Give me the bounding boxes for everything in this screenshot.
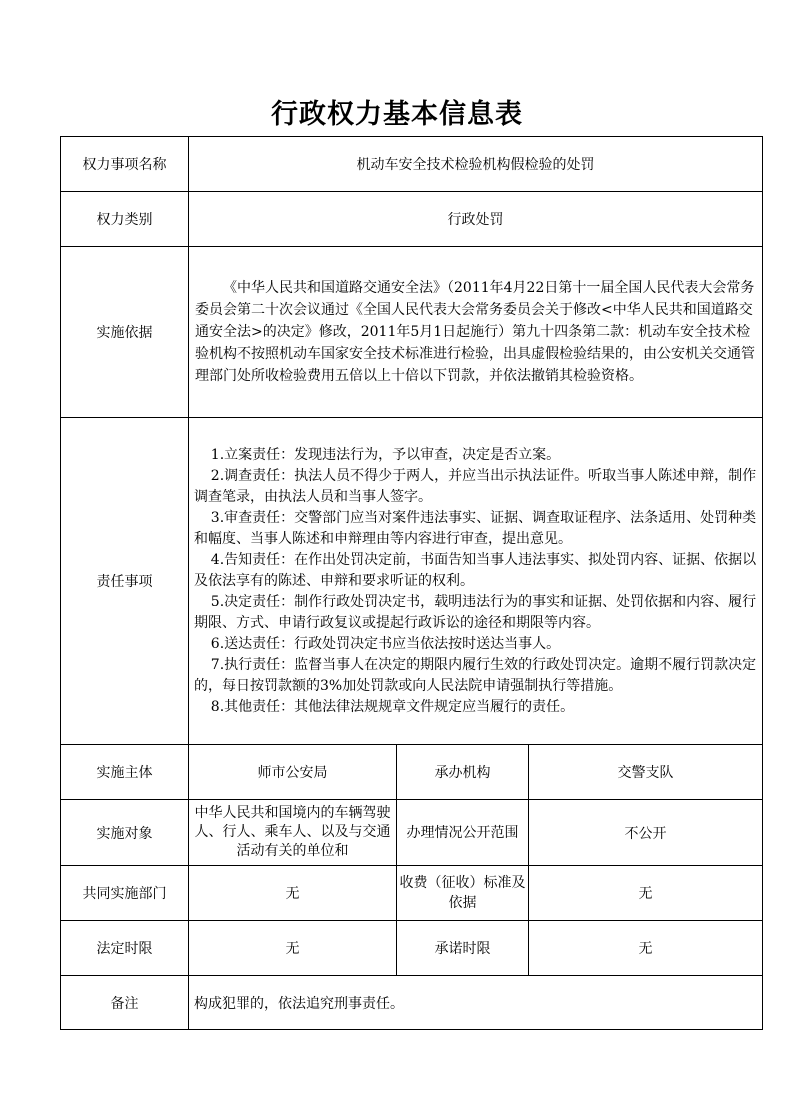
duties-label: 责任事项: [61, 418, 189, 745]
duty-item: 7.执行责任：监督当事人在决定的期限内履行生效的行政处罚决定。逾期不履行罚款决定的，每日按罚款额的3%加处罚款或向人民法院申请强制执行等措施。: [194, 656, 757, 694]
row-joint: [61, 866, 763, 921]
target-value: 中华人民共和国境内的车辆驾驶人、行人、乘车人、以及与交通活动有关的单位和: [194, 805, 391, 859]
legal-time-limit-value: 无: [189, 921, 397, 976]
joint-value: 无: [189, 866, 397, 921]
power-name-label: 权力事项名称: [61, 137, 189, 192]
power-name-value: 机动车安全技术检验机构假检验的处罚: [189, 137, 763, 192]
info-table: [60, 136, 763, 1030]
row-power-name: [61, 137, 763, 192]
handling-agency-label: 承办机构: [397, 745, 529, 800]
duty-item: 4.告知责任：在作出处罚决定前，书面告知当事人违法事实、拟处罚内容、证据、依据以及依法享有的陈述、申辩和要求听证的权利。: [194, 551, 757, 589]
handling-agency-value: 交警支队: [529, 745, 763, 800]
row-subject: [61, 745, 763, 800]
duty-item: 3.审查责任：交警部门应当对案件违法事实、证据、调查取证程序、法条适用、处罚种类和幅度、当事人陈述和申辩理由等内容进行审查，提出意见。: [194, 509, 757, 547]
duty-item: 5.决定责任：制作行政处罚决定书，载明违法行为的事实和证据、处罚依据和内容、履行期限、方式、申请行政复议或提起行政诉讼的途径和期限等内容。: [194, 593, 757, 631]
page-title: 行政权力基本信息表: [271, 99, 523, 130]
disclosure-scope-label: 办理情况公开范围: [397, 800, 529, 866]
duty-item: 1.立案责任：发现违法行为，予以审查，决定是否立案。: [210, 446, 561, 463]
duty-item: 6.送达责任：行政处罚决定书应当依法按时送达当事人。: [210, 635, 561, 652]
row-remark: [61, 976, 763, 1030]
basis-label: 实施依据: [61, 247, 189, 418]
basis-value: 《中华人民共和国道路交通安全法》（2011年4月22日第十一届全国人民代表大会常务委员会第二十次会议通过《全国人民代表大会常务委员会关于修改<中华人民共和国道路交通安全法>的决定》修改，2011年5月1日起施行）第九十四条第二款：机动车安全技术检验机构不按照机动车国家安全技术标准进行检验，出具虚假检验结果的，由公安机关交通管理部门处所收检验费用五倍以上十倍以下罚款，并依法撤销其检验资格。: [189, 247, 763, 418]
target-label: 实施对象: [61, 800, 189, 866]
target-cell: [189, 800, 397, 866]
duty-item: 2.调查责任：执法人员不得少于两人，并应当出示执法证件。听取当事人陈述申辩，制作调查笔录，由执法人员和当事人签字。: [194, 467, 757, 505]
row-duties: [61, 418, 763, 745]
duty-item: 8.其他责任：其他法律法规规章文件规定应当履行的责任。: [210, 698, 575, 715]
row-power-category: [61, 192, 763, 247]
promised-time-limit-label: 承诺时限: [397, 921, 529, 976]
subject-value: 师市公安局: [189, 745, 397, 800]
promised-time-limit-value: 无: [529, 921, 763, 976]
power-category-label: 权力类别: [61, 192, 189, 247]
remark-value: 构成犯罪的，依法追究刑事责任。: [189, 976, 763, 1030]
duties-list: [189, 418, 763, 745]
row-target: [61, 800, 763, 866]
subject-label: 实施主体: [61, 745, 189, 800]
remark-label: 备注: [61, 976, 189, 1030]
fee-standard-value: 无: [529, 866, 763, 921]
power-category-value: 行政处罚: [189, 192, 763, 247]
row-basis: [61, 247, 763, 418]
fee-standard-label: 收费（征收）标准及依据: [397, 866, 529, 921]
row-time-limit: [61, 921, 763, 976]
joint-label: 共同实施部门: [61, 866, 189, 921]
disclosure-scope-value: 不公开: [529, 800, 763, 866]
legal-time-limit-label: 法定时限: [61, 921, 189, 976]
